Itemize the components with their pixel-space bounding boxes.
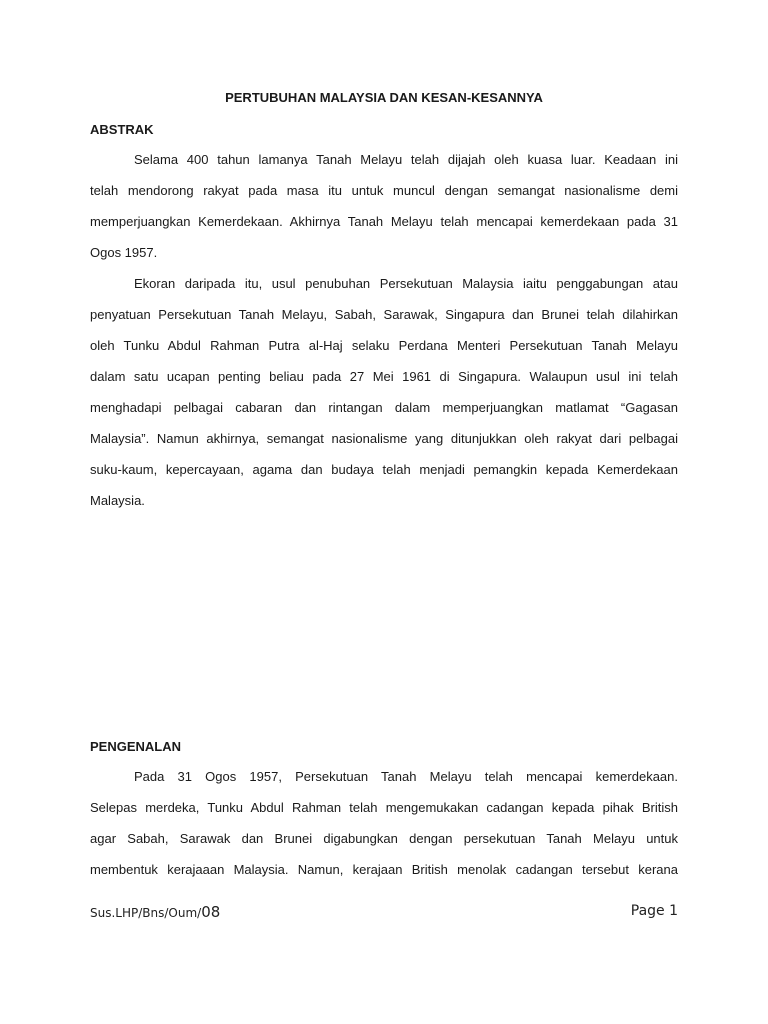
abstract-heading: ABSTRAK (90, 122, 154, 137)
text-line: telah mendorong rakyat pada masa itu untuk muncul dengan semangat nasionalisme demi (90, 183, 678, 198)
abstract-paragraph-1 (90, 144, 678, 268)
text-line: Ekoran daripada itu, usul penubuhan Persekutuan Malaysia iaitu penggabungan atau (134, 276, 678, 291)
text-line: penyatuan Persekutuan Tanah Melayu, Sabah, Sarawak, Singapura dan Brunei telah dilahirkan (90, 307, 678, 322)
document-title: PERTUBUHAN MALAYSIA DAN KESAN-KESANNYA (225, 90, 543, 105)
text-line: oleh Tunku Abdul Rahman Putra al-Haj selaku Perdana Menteri Persekutuan Tanah Melayu (90, 338, 678, 353)
footer-reference-prefix: Sus.LHP/Bns/Oum/ (90, 906, 202, 920)
text-line: suku-kaum, kepercayaan, agama dan budaya telah menjadi pemangkin kepada Kemerdekaan (90, 462, 678, 477)
page-number: Page 1 (630, 903, 678, 919)
introduction-heading: PENGENALAN (90, 739, 182, 754)
text-line: menghadapi pelbagai cabaran dan rintangan dalam memperjuangkan matlamat “Gagasan (90, 400, 678, 415)
text-line: agar Sabah, Sarawak dan Brunei digabungkan dengan persekutuan Tanah Melayu untuk (90, 831, 678, 846)
text-line: memperjuangkan Kemerdekaan. Akhirnya Tanah Melayu telah mencapai kemerdekaan pada 31 (90, 214, 678, 229)
text-line: Selama 400 tahun lamanya Tanah Melayu telah dijajah oleh kuasa luar. Keadaan ini (134, 152, 678, 167)
introduction-paragraph-1 (90, 761, 678, 885)
text-line: Pada 31 Ogos 1957, Persekutuan Tanah Melayu telah mencapai kemerdekaan. (134, 769, 678, 784)
text-line: membentuk kerajaaan Malaysia. Namun, kerajaan British menolak cadangan tersebut kerana (90, 862, 678, 877)
text-line: Malaysia. (90, 493, 145, 508)
text-line: dalam satu ucapan penting beliau pada 27 Mei 1961 di Singapura. Walaupun usul ini telah (90, 369, 678, 384)
footer-reference-version: 08 (201, 903, 221, 921)
text-line: Malaysia”. Namun akhirnya, semangat nasionalisme yang ditunjukkan oleh rakyat dari pelbagai (90, 431, 678, 446)
text-line: Selepas merdeka, Tunku Abdul Rahman telah mengemukakan cadangan kepada pihak British (90, 800, 678, 815)
footer-reference (90, 903, 220, 921)
text-line: Ogos 1957. (90, 245, 158, 260)
abstract-paragraph-2 (90, 268, 678, 516)
